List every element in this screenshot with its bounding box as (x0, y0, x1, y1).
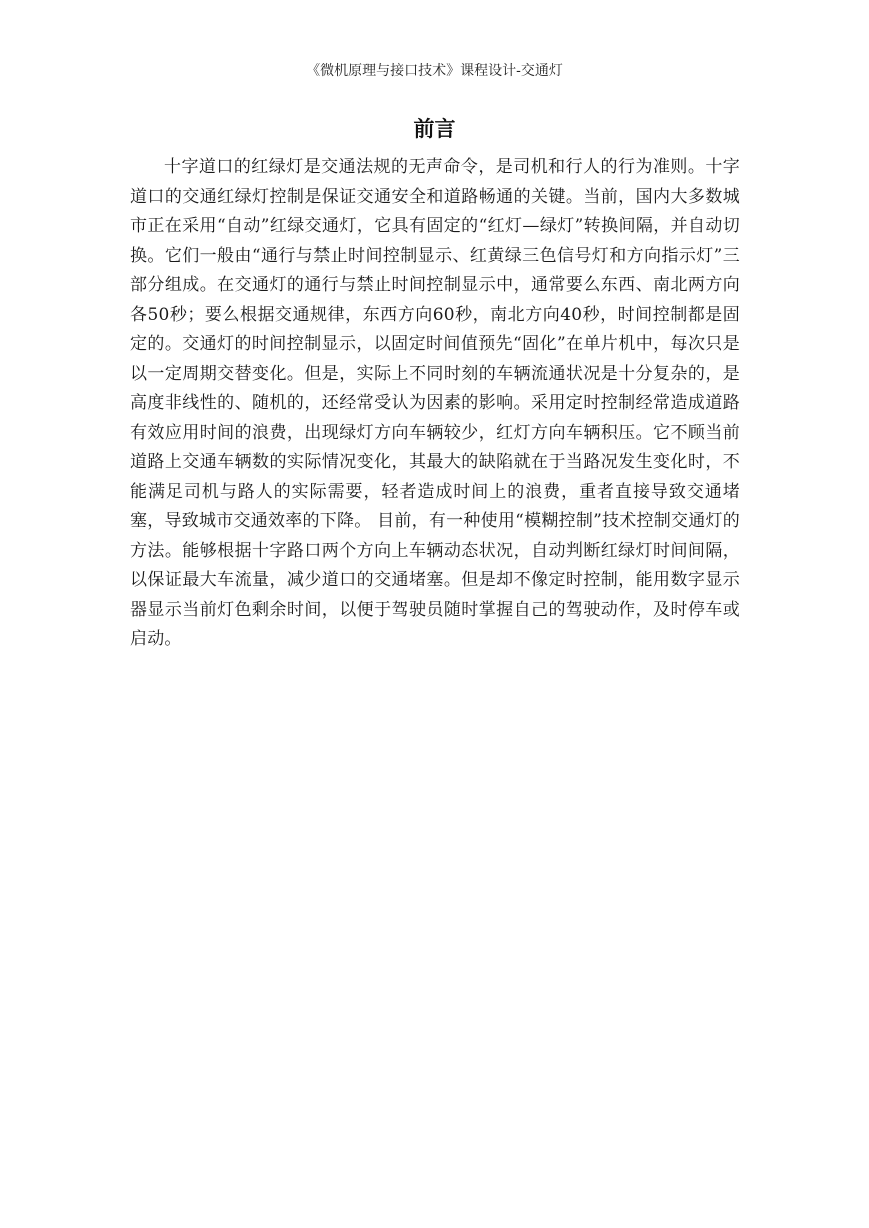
running-header: 《微机原理与接口技术》课程设计-交通灯 (306, 63, 563, 79)
body-paragraph: 十字道口的红绿灯是交通法规的无声命令，是司机和行人的行为准则。十字道口的交通红绿灯控制是保证交通安全和道路畅通的关键。当前，国内大多数城市正在采用“自动”红绿交通灯，它具有固定的“红灯—绿灯”转换间隔，并自动切换。它们一般由“通行与禁止时间控制显示、红黄绿三色信号灯和方向指示灯”三部分组成。在交通灯的通行与禁止时间控制显示中，通常要么东西、南北两方向各50秒；要么根据交通规律，东西方向60秒，南北方向40秒，时间控制都是固定的。交通灯的时间控制显示，以固定时间值预先“固化”在单片机中，每次只是以一定周期交替变化。但是，实际上不同时刻的车辆流通状况是十分复杂的，是高度非线性的、随机的，还经常受认为因素的影响。采用定时控制经常造成道路有效应用时间的浪费，出现绿灯方向车辆较少，红灯方向车辆积压。它不顾当前道路上交通车辆数的实际情况变化，其最大的缺陷就在于当路况发生变化时，不能满足司机与路人的实际需要，轻者造成时间上的浪费，重者直接导致交通堵塞，导致城市交通效率的下降。 目前，有一种使用“模糊控制”技术控制交通灯的方法。能够根据十字路口两个方向上车辆动态状况，自动判断红绿灯时间间隔，以保证最大车流量，减少道口的交通堵塞。但是却不像定时控制，能用数字显示器显示当前灯色剩余时间，以便于驾驶员随时掌握自己的驾驶动作，及时停车或启动。 (130, 157, 740, 649)
section-title: 前言 (413, 117, 456, 141)
